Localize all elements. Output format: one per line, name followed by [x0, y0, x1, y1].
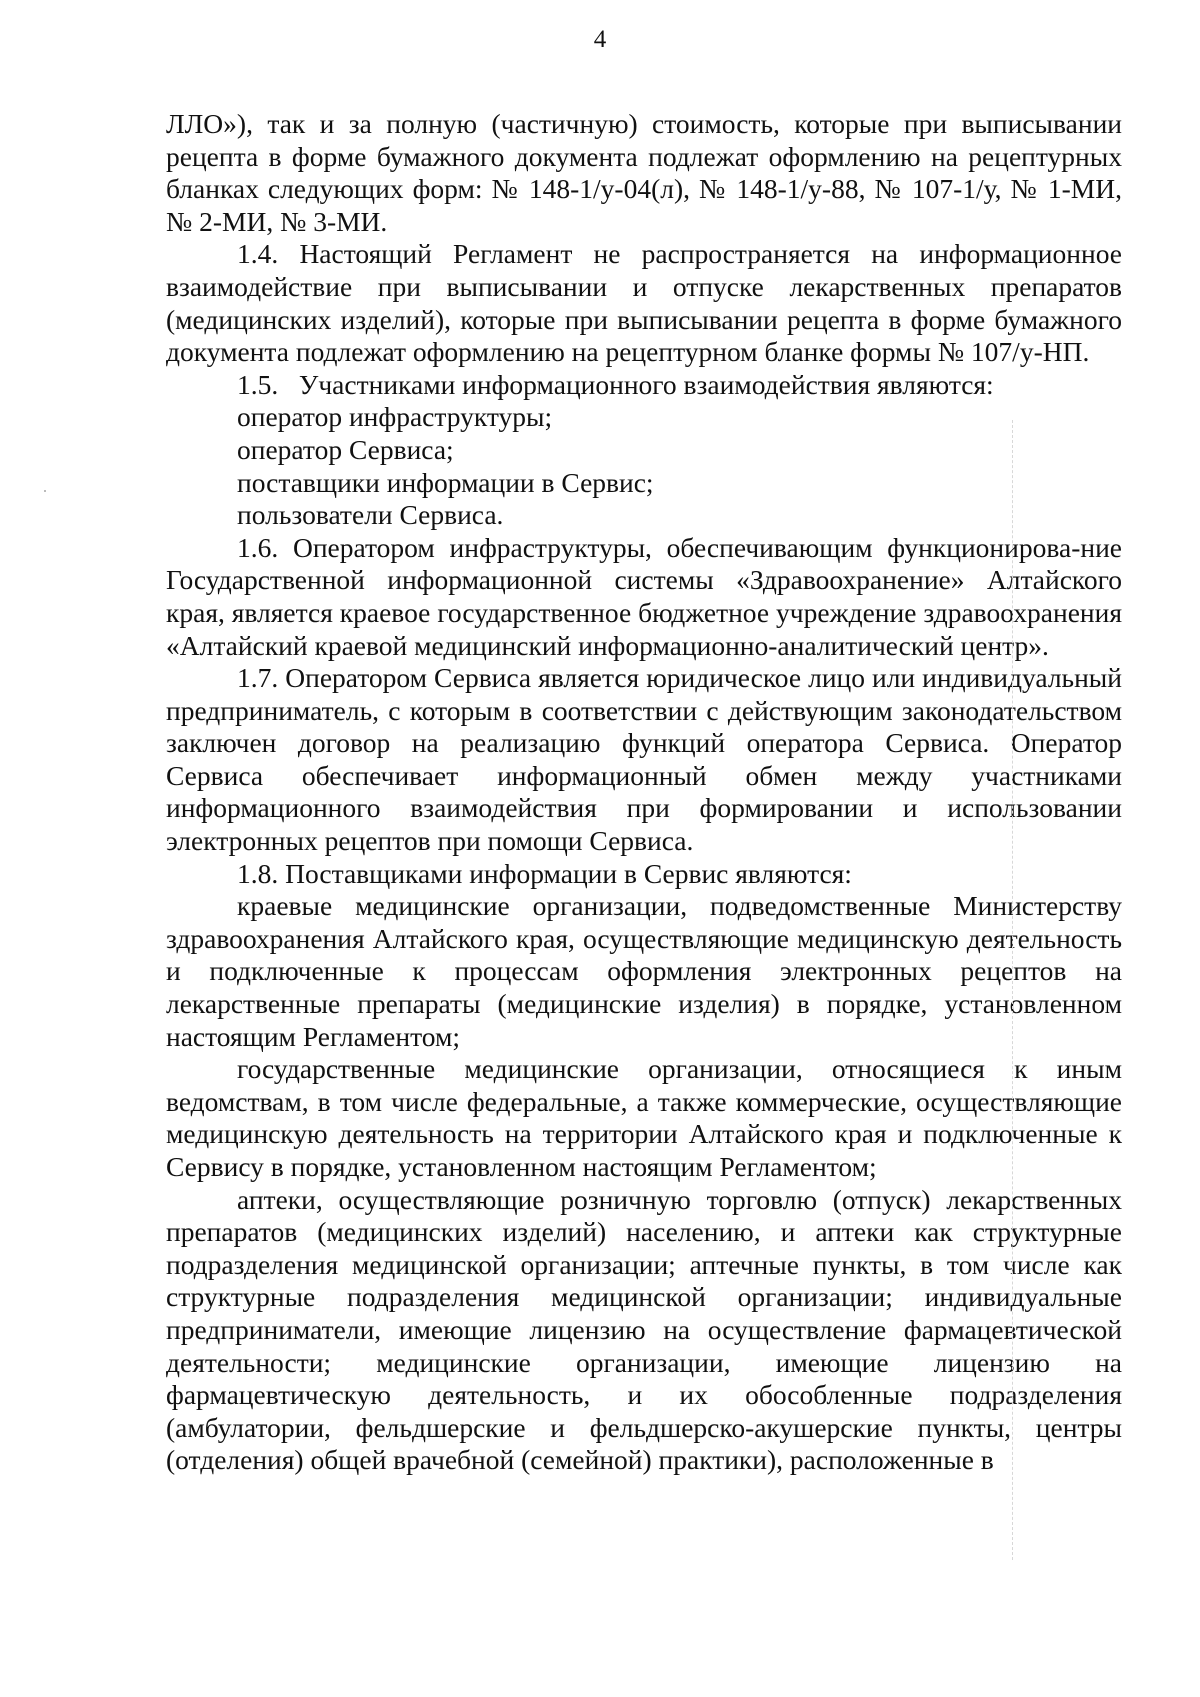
scan-artifact-line — [1012, 420, 1013, 1560]
provider-item: краевые медицинские организации, подведомственные Министерству здравоохранения Алтайского края, осуществляющие медицинскую деятельность и подключенные к процессам оформления электронных рецептов на лекарственные препараты (медицинские изделия) в порядке, установленном настоящим Регламентом; — [166, 890, 1122, 1052]
paragraph-1-5: 1.5. Участниками информационного взаимодействия являются: — [237, 368, 994, 400]
page-number: 4 — [593, 26, 607, 53]
paragraph-1-6: 1.6. Оператором инфраструктуры, обеспечивающим функционирова-ние Государственной информационной системы «Здравоохранение» Алтайского края, является краевое государственное бюджетное учреждение здравоохранения «Алтайский краевой медицинский информационно-аналитический центр». — [166, 531, 1122, 661]
paragraph-1-4: 1.4. Настоящий Регламент не распространяется на информационное взаимодействие при выписывании и отпуске лекарственных препаратов (медицинских изделий), которые при выписывании рецепта в форме бумажного документа подлежат оформлению на рецептурном бланке формы № 107/у-НП. — [166, 238, 1122, 368]
participant-item: оператор инфраструктуры; — [237, 401, 553, 433]
document-body — [166, 108, 1122, 1477]
provider-item: аптеки, осуществляющие розничную торговлю (отпуск) лекарственных препаратов (медицинских изделий) населению, и аптеки как структурные подразделения медицинской организации; аптечные пункты, в том числе как структурные подразделения медицинской организации; индивидуальные предприниматели, имеющие лицензию на осуществление фармацевтической деятельности; медицинские организации, имеющие лицензию на фармацевтическую деятельность, и их обособленные подразделения (амбулатории, фельдшерские и фельдшерско-акушерские пункты, центры (отделения) общей врачебной (семейной) практики), расположенные в — [166, 1183, 1122, 1476]
paragraph-1-7: 1.7. Оператором Сервиса является юридическое лицо или индивидуальный предприниматель, с которым в соответствии с действующим законодательством заключен договор на реализацию функций оператора Сервиса. Оператор Сервиса обеспечивает информационный обмен между участниками информационного взаимодействия при формировании и использовании электронных рецептов при помощи Сервиса. — [166, 662, 1122, 857]
provider-item: государственные медицинские организации, относящиеся к иным ведомствам, в том числе федеральные, а также коммерческие, осуществляющие медицинскую деятельность на территории Алтайского края и подключенные к Сервису в порядке, установленном настоящим Регламентом; — [166, 1053, 1122, 1182]
participant-item: поставщики информации в Сервис; — [237, 466, 654, 498]
participant-item: пользователи Сервиса. — [237, 499, 504, 531]
paragraph-1-8: 1.8. Поставщиками информации в Сервис являются: — [237, 857, 852, 889]
paragraph-continuation: ЛЛО»), так и за полную (частичную) стоимость, которые при выписывании рецепта в форме бумажного документа подлежат оформлению на рецептурных бланках следующих форм: № 148-1/у-04(л), № 148-1/у-88, № 107-1/у, № 1-МИ, № 2-МИ, № 3-МИ. — [166, 108, 1122, 237]
participant-item: оператор Сервиса; — [237, 433, 454, 465]
scan-artifact-dot — [44, 490, 46, 492]
